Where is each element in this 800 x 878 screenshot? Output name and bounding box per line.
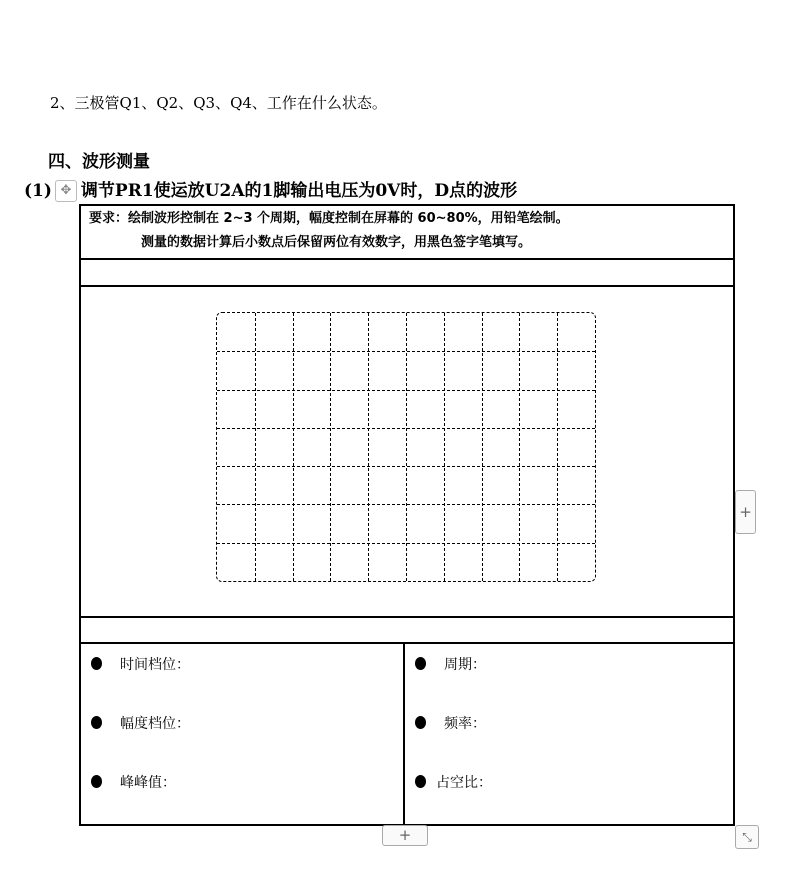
field-amplitude-division [91, 713, 190, 733]
table-move-handle-icon[interactable]: ✥ [55, 180, 77, 202]
requirement-line-2: 测量的数据计算后小数点后保留两位有效数字，用黑色签字笔填写。 [141, 235, 532, 250]
bullet-icon [415, 657, 426, 670]
field-label: 频率： [444, 716, 486, 732]
grid-vertical-line [482, 313, 483, 581]
requirement-line-1: 要求：绘制波形控制在 2~3 个周期，幅度控制在屏幕的 60~80%，用铅笔绘制。 [89, 211, 569, 226]
add-column-button[interactable]: + [735, 490, 756, 534]
question-2: 2、三极管Q1、Q2、Q3、Q4、工作在什么状态。 [50, 94, 387, 112]
field-label: 占空比： [436, 775, 492, 791]
field-duty-cycle [415, 772, 492, 792]
grid-vertical-line [293, 313, 294, 581]
row-divider [81, 285, 733, 287]
bullet-icon [415, 775, 426, 788]
grid-horizontal-line [217, 466, 595, 467]
row-divider [81, 616, 733, 618]
field-period [415, 654, 486, 674]
grid-vertical-line [406, 313, 407, 581]
grid-vertical-line [368, 313, 369, 581]
grid-horizontal-line [217, 390, 595, 391]
waveform-table [79, 204, 735, 826]
field-label: 周期： [444, 657, 486, 673]
grid-vertical-line [519, 313, 520, 581]
grid-vertical-line [255, 313, 256, 581]
bullet-icon [91, 716, 102, 729]
add-row-button[interactable]: + [382, 825, 428, 846]
row-divider [81, 642, 733, 644]
grid-horizontal-line [217, 543, 595, 544]
grid-vertical-line [557, 313, 558, 581]
column-divider [403, 642, 405, 824]
grid-horizontal-line [217, 428, 595, 429]
field-label: 时间档位： [120, 657, 190, 673]
bullet-icon [91, 657, 102, 670]
table-resize-handle-icon[interactable]: ⤡ [735, 825, 759, 849]
grid-vertical-line [330, 313, 331, 581]
oscilloscope-grid [216, 312, 596, 582]
item-1-heading [24, 179, 517, 203]
item-1-text: 调节PR1使运放U2A的1脚输出电压为0V时，D点的波形 [80, 181, 518, 201]
field-peak-to-peak [91, 772, 176, 792]
section-title: 四、波形测量 [48, 152, 150, 172]
field-label: 幅度档位： [120, 716, 190, 732]
grid-horizontal-line [217, 351, 595, 352]
bullet-icon [91, 775, 102, 788]
bullet-icon [415, 716, 426, 729]
field-frequency [415, 713, 486, 733]
grid-vertical-line [444, 313, 445, 581]
field-time-division [91, 654, 190, 674]
row-divider [81, 258, 733, 260]
field-label: 峰峰值： [120, 775, 176, 791]
item-1-prefix: (1) [24, 181, 52, 201]
grid-horizontal-line [217, 504, 595, 505]
